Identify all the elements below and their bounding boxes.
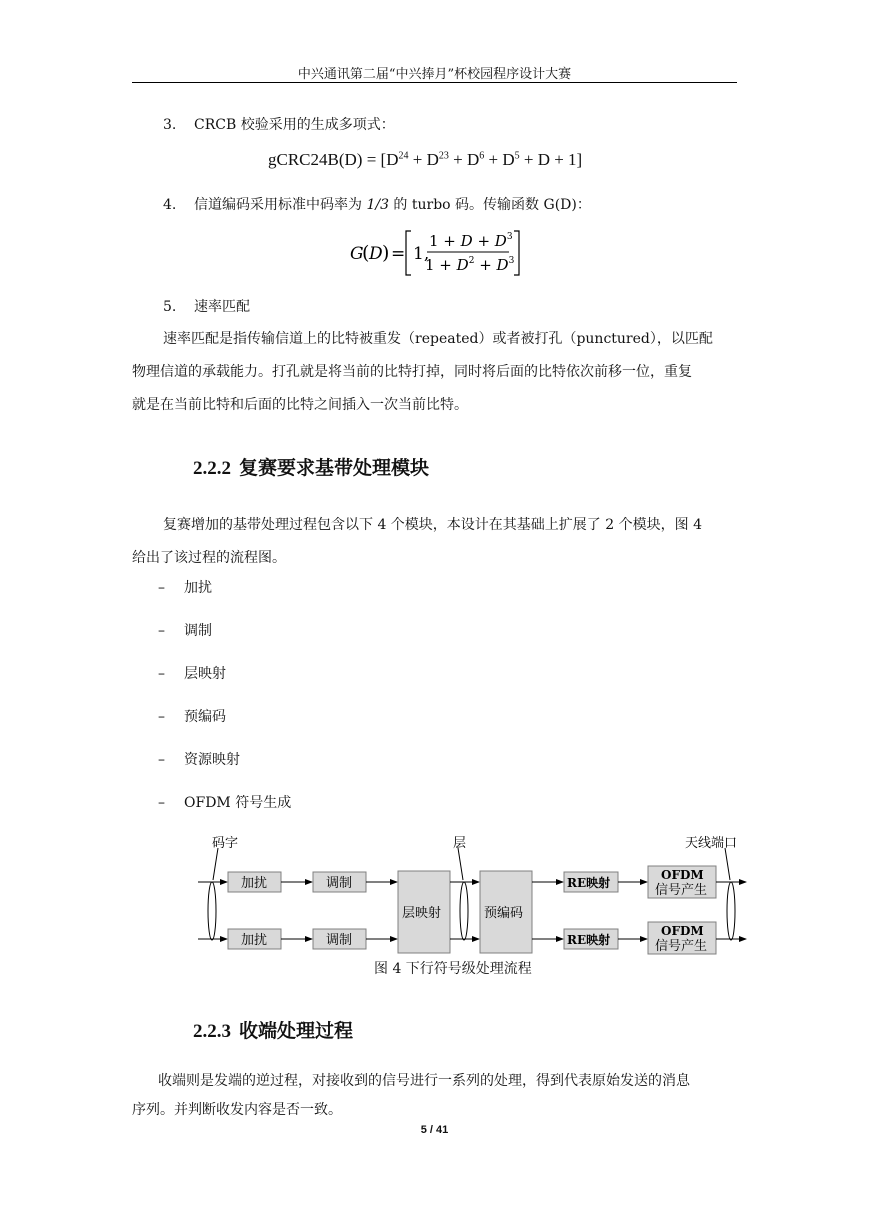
item-number: 4.: [163, 197, 177, 213]
svg-text:1 + D + D3: $1 + D + D^3$: [429, 232, 513, 250]
bullet-text: 资源映射: [184, 752, 240, 768]
svg-text:1 + D2 + D3: $1 + D^2 + D^3$: [425, 256, 515, 274]
paragraph-line: 速率匹配是指传输信道上的比特被重发（repeated）或者被打孔（punctured），以匹配: [163, 331, 713, 347]
item-text: CRCB 校验采用的生成多项式：: [194, 117, 395, 133]
item-text: 速率匹配: [194, 299, 250, 315]
antenna-pointer: [725, 848, 730, 880]
heading-number: 2.2.2: [193, 458, 231, 479]
section-heading-2-2-3: [193, 1016, 353, 1043]
section-heading-2-2-2: [193, 453, 429, 480]
paragraph-line: 复赛增加的基带处理过程包含以下 4 个模块，本设计在其基础上扩展了 2 个模块，图 4: [163, 517, 702, 533]
bullet-marker: –: [158, 580, 165, 596]
svg-text:D: D: [369, 244, 383, 264]
code-rate: 1/3: [366, 197, 389, 213]
svg-text:(: (: [362, 242, 370, 264]
bullet-text: 预编码: [184, 709, 226, 725]
svg-text:): ): [382, 242, 390, 264]
page-header-title: 中兴通讯第二届“中兴捧月”杯校园程序设计大赛: [297, 67, 572, 82]
bullet-marker: –: [158, 666, 165, 682]
svg-text:G: G: [350, 244, 364, 264]
bullet-text: 调制: [184, 623, 212, 639]
svg-text:1,: 1,: [413, 244, 430, 264]
heading-number: 2.2.3: [193, 1021, 231, 1042]
label-layer: 层: [453, 836, 467, 851]
svg-text:=: =: [391, 244, 406, 264]
ofdm-title: OFDM: [661, 924, 704, 938]
label-codeword: 码字: [212, 836, 239, 851]
item-number: 5.: [163, 299, 177, 315]
bullet-marker: –: [158, 795, 165, 811]
bullet-item: [158, 620, 212, 640]
crc-formula: gCRC24B(D) = $[D^{24} + D^{23} + D^6 + D^5 + D + 1]$: [268, 150, 583, 169]
modulation-label: 调制: [326, 876, 353, 891]
page-number: 5 / 41: [420, 1124, 449, 1136]
item-text: 的 turbo 码。传输函数 G(D)：: [388, 197, 591, 213]
list-item-crc: [163, 114, 395, 134]
heading-title: 收端处理过程: [239, 1020, 354, 1042]
modulation-label: 调制: [326, 933, 353, 948]
list-item-rate-matching: [163, 296, 250, 316]
heading-title: 复赛要求基带处理模块: [239, 457, 430, 479]
bullet-item: [158, 706, 226, 726]
header-rule: [132, 82, 737, 83]
bullet-text: 层映射: [184, 666, 226, 682]
list-item-turbo: [163, 194, 591, 214]
bullet-item: [158, 749, 240, 769]
codeword-pointer: [213, 848, 218, 880]
bullet-marker: –: [158, 752, 165, 768]
paragraph-line: 就是在当前比特和后面的比特之间插入一次当前比特。: [132, 397, 468, 413]
bullet-marker: –: [158, 623, 165, 639]
scramble-label: 加扰: [241, 933, 268, 948]
bullet-text: 加扰: [184, 580, 212, 596]
turbo-formula: [345, 226, 535, 280]
ofdm-title: OFDM: [661, 868, 704, 882]
processing-flow-diagram: [190, 828, 760, 958]
layer-bracket: [460, 882, 468, 940]
codeword-bracket: [208, 882, 216, 940]
paragraph-line: 序列。并判断收发内容是否一致。: [132, 1102, 342, 1118]
item-text: 信道编码采用标准中码率为: [194, 197, 367, 213]
item-number: 3.: [163, 117, 177, 133]
precoding-label: 预编码: [484, 906, 524, 921]
bullet-marker: –: [158, 709, 165, 725]
antenna-bracket: [727, 882, 735, 940]
ofdm-subtitle: 信号产生: [655, 883, 708, 898]
bullet-item: [158, 663, 226, 683]
label-antenna-port: 天线端口: [685, 836, 738, 851]
bullet-item: [158, 792, 291, 812]
figure-caption: 图 4 下行符号级处理流程: [374, 961, 532, 977]
layer-mapping-label: 层映射: [402, 906, 442, 921]
re-mapping-label: RE映射: [567, 933, 611, 947]
bullet-item: [158, 577, 212, 597]
ofdm-subtitle: 信号产生: [655, 939, 708, 954]
re-mapping-label: RE映射: [567, 876, 611, 890]
scramble-label: 加扰: [241, 876, 268, 891]
paragraph-line: 物理信道的承载能力。打孔就是将当前的比特打掉，同时将后面的比特依次前移一位，重复: [132, 364, 692, 380]
layer-pointer: [458, 848, 463, 880]
paragraph-line: 收端则是发端的逆过程，对接收到的信号进行一系列的处理，得到代表原始发送的消息: [158, 1073, 690, 1089]
paragraph-line: 给出了该过程的流程图。: [132, 550, 286, 566]
bullet-text: OFDM 符号生成: [184, 795, 292, 811]
